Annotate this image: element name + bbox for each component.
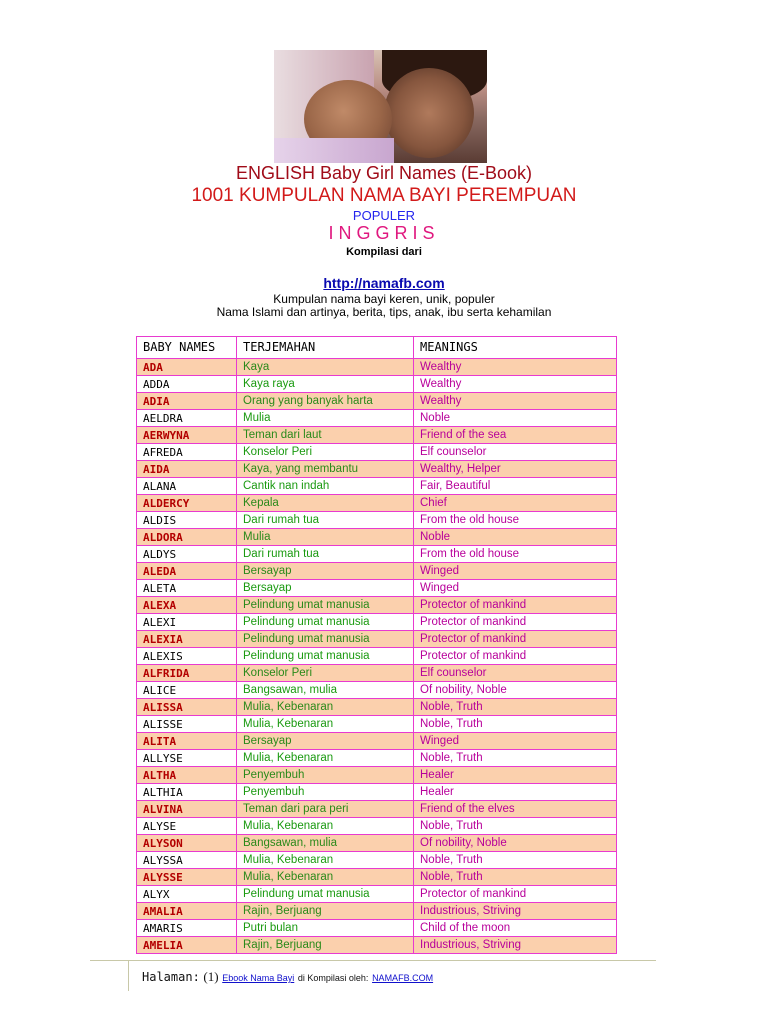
name-cell: ALICE [137,682,237,699]
footer-divider [128,961,129,991]
table-row [137,393,617,410]
name-cell: ALEDA [137,563,237,580]
meaning-cell: Protector of mankind [414,631,617,648]
translation-cell: Putri bulan [237,920,414,937]
translation-cell: Mulia, Kebenaran [237,750,414,767]
name-cell: ALEXI [137,614,237,631]
table-row [137,597,617,614]
meaning-cell: Friend of the elves [414,801,617,818]
meaning-cell: Wealthy [414,359,617,376]
meaning-cell: Noble, Truth [414,699,617,716]
meaning-cell: From the old house [414,546,617,563]
compiled-from-label: Kompilasi dari [346,246,422,258]
meaning-cell: Elf counselor [414,665,617,682]
page-footer [90,960,656,991]
translation-cell: Mulia [237,529,414,546]
translation-cell: Penyembuh [237,784,414,801]
source-link[interactable]: http://namafb.com [323,275,445,291]
footer-ebook-link[interactable]: Ebook Nama Bayi [222,973,295,983]
meaning-cell: Healer [414,784,617,801]
table-row [137,767,617,784]
table-row [137,665,617,682]
name-cell: ALITA [137,733,237,750]
name-cell: ALEXIS [137,648,237,665]
table-row [137,410,617,427]
translation-cell: Bersayap [237,733,414,750]
column-header-terjemahan: TERJEMAHAN [237,337,414,359]
table-row [137,614,617,631]
names-table [136,336,617,954]
translation-cell: Kaya raya [237,376,414,393]
name-cell: ALDYS [137,546,237,563]
table-row [137,631,617,648]
table-row [137,444,617,461]
translation-cell: Pelindung umat manusia [237,886,414,903]
populer-label: POPULER [352,208,416,223]
meaning-cell: Noble [414,410,617,427]
column-header-baby-names: BABY NAMES [137,337,237,359]
meaning-cell: Wealthy [414,393,617,410]
name-cell: ALYSE [137,818,237,835]
meaning-cell: Winged [414,563,617,580]
table-row [137,563,617,580]
meaning-cell: Industrious, Striving [414,937,617,954]
name-cell: AMARIS [137,920,237,937]
table-row [137,903,617,920]
translation-cell: Bangsawan, mulia [237,835,414,852]
table-row [137,461,617,478]
name-cell: ALDERCY [137,495,237,512]
translation-cell: Pelindung umat manusia [237,631,414,648]
meaning-cell: Noble, Truth [414,869,617,886]
header-photo [274,50,487,163]
name-cell: AMELIA [137,937,237,954]
meaning-cell: Protector of mankind [414,648,617,665]
translation-cell: Rajin, Berjuang [237,937,414,954]
translation-cell: Kepala [237,495,414,512]
table-row [137,852,617,869]
table-row [137,546,617,563]
translation-cell: Orang yang banyak harta [237,393,414,410]
table-row [137,529,617,546]
tagline-1: Kumpulan nama bayi keren, unik, populer [273,292,495,306]
meaning-cell: Healer [414,767,617,784]
table-row [137,580,617,597]
footer-page-number: (1) [203,969,219,984]
footer-page-label: Halaman: [142,970,200,984]
name-cell: ALYSON [137,835,237,852]
name-cell: ALYX [137,886,237,903]
name-cell: ALTHA [137,767,237,784]
meaning-cell: Protector of mankind [414,597,617,614]
name-cell: ALISSA [137,699,237,716]
name-cell: ALYSSA [137,852,237,869]
meaning-cell: Of nobility, Noble [414,835,617,852]
meaning-cell: Friend of the sea [414,427,617,444]
translation-cell: Kaya, yang membantu [237,461,414,478]
translation-cell: Rajin, Berjuang [237,903,414,920]
translation-cell: Pelindung umat manusia [237,648,414,665]
table-header-row [137,337,617,359]
meaning-cell: Chief [414,495,617,512]
translation-cell: Pelindung umat manusia [237,597,414,614]
name-cell: ALEXA [137,597,237,614]
name-cell: ALETA [137,580,237,597]
table-row [137,784,617,801]
name-cell: ALANA [137,478,237,495]
table-row [137,427,617,444]
table-row [137,648,617,665]
name-cell: ALYSSE [137,869,237,886]
meaning-cell: Child of the moon [414,920,617,937]
translation-cell: Kaya [237,359,414,376]
meaning-cell: Wealthy [414,376,617,393]
column-header-meanings: MEANINGS [414,337,617,359]
meaning-cell: Fair, Beautiful [414,478,617,495]
table-row [137,733,617,750]
meaning-cell: Winged [414,733,617,750]
table-row [137,495,617,512]
table-row [137,750,617,767]
translation-cell: Bangsawan, mulia [237,682,414,699]
meaning-cell: Noble, Truth [414,852,617,869]
translation-cell: Mulia, Kebenaran [237,869,414,886]
name-cell: ALVINA [137,801,237,818]
name-cell: AELDRA [137,410,237,427]
translation-cell: Mulia, Kebenaran [237,716,414,733]
name-cell: ALTHIA [137,784,237,801]
tagline-2: Nama Islami dan artinya, berita, tips, anak, ibu serta kehamilan [216,305,552,319]
meaning-cell: Industrious, Striving [414,903,617,920]
ebook-title: ENGLISH Baby Girl Names (E-Book) [235,163,533,183]
translation-cell: Pelindung umat manusia [237,614,414,631]
table-row [137,716,617,733]
meaning-cell: Winged [414,580,617,597]
table-row [137,801,617,818]
translation-cell: Cantik nan indah [237,478,414,495]
translation-cell: Konselor Peri [237,665,414,682]
translation-cell: Mulia, Kebenaran [237,818,414,835]
table-row [137,512,617,529]
table-row [137,478,617,495]
translation-cell: Dari rumah tua [237,512,414,529]
name-cell: AMALIA [137,903,237,920]
name-cell: AERWYNA [137,427,237,444]
meaning-cell: Noble, Truth [414,750,617,767]
table-row [137,920,617,937]
meaning-cell: Of nobility, Noble [414,682,617,699]
name-cell: ADIA [137,393,237,410]
footer-text [142,969,433,985]
footer-compiled-by: di Kompilasi oleh: [297,973,369,983]
meaning-cell: Noble [414,529,617,546]
name-cell: AIDA [137,461,237,478]
inggris-label: INGGRIS [328,223,440,243]
footer-site-link[interactable]: NAMAFB.COM [372,973,434,983]
meaning-cell: Noble, Truth [414,818,617,835]
table-row [137,886,617,903]
translation-cell: Bersayap [237,563,414,580]
translation-cell: Mulia, Kebenaran [237,852,414,869]
name-cell: AFREDA [137,444,237,461]
table-row [137,682,617,699]
name-cell: ALDIS [137,512,237,529]
table-row [137,869,617,886]
name-cell: ALLYSE [137,750,237,767]
translation-cell: Dari rumah tua [237,546,414,563]
table-row [137,835,617,852]
meaning-cell: Noble, Truth [414,716,617,733]
meaning-cell: Wealthy, Helper [414,461,617,478]
name-cell: ALFRIDA [137,665,237,682]
table-row [137,376,617,393]
table-row [137,818,617,835]
table-row [137,699,617,716]
translation-cell: Teman dari laut [237,427,414,444]
translation-cell: Konselor Peri [237,444,414,461]
meaning-cell: From the old house [414,512,617,529]
translation-cell: Teman dari para peri [237,801,414,818]
translation-cell: Mulia, Kebenaran [237,699,414,716]
name-cell: ALISSE [137,716,237,733]
meaning-cell: Protector of mankind [414,614,617,631]
meaning-cell: Elf counselor [414,444,617,461]
name-cell: ADA [137,359,237,376]
name-cell: ALDORA [137,529,237,546]
meaning-cell: Protector of mankind [414,886,617,903]
translation-cell: Bersayap [237,580,414,597]
ebook-subtitle: 1001 KUMPULAN NAMA BAYI PEREMPUAN [191,185,577,206]
table-row [137,359,617,376]
table-row [137,937,617,954]
translation-cell: Penyembuh [237,767,414,784]
translation-cell: Mulia [237,410,414,427]
name-cell: ALEXIA [137,631,237,648]
name-cell: ADDA [137,376,237,393]
